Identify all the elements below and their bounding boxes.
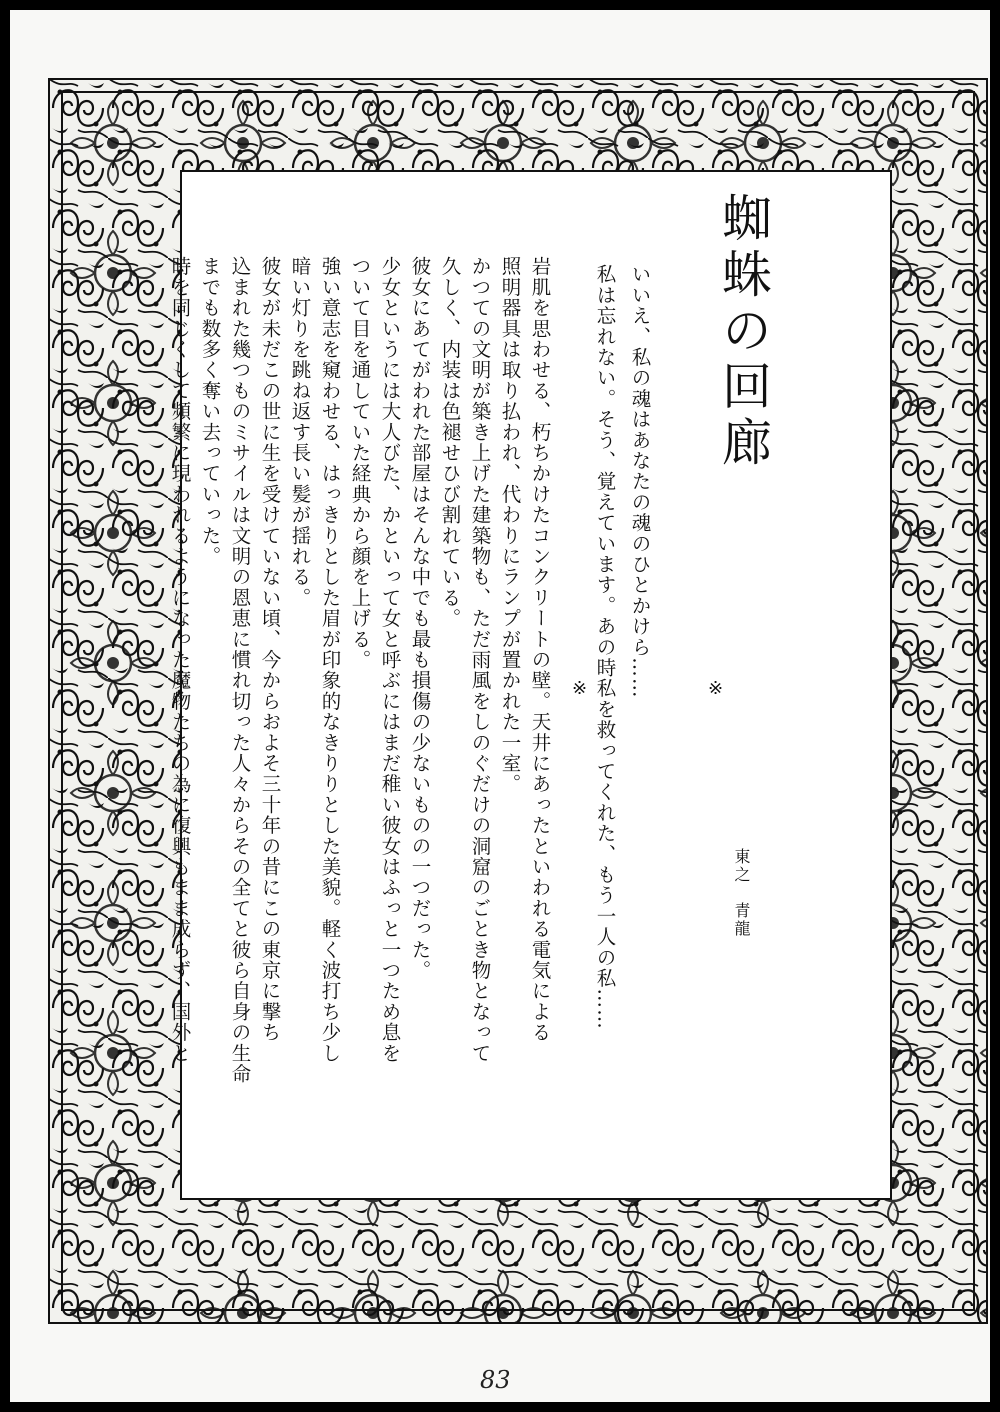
body-line-10: 彼女が未だこの世に生を受けていない頃、今からおよそ三十年の昔にこの東京に撃ち — [258, 256, 282, 1043]
body-line-13: 時を同じくして頻繁に現われるようになった魔物たちの為に復興もまま成らず、国外と — [168, 256, 192, 1064]
body-line-6: 少女というには大人びた、かといって女と呼ぶにはまだ稚い彼女はふっと一つため息を — [378, 256, 402, 1064]
story-title: 蜘蛛の回廊 — [714, 192, 772, 472]
body-line-5: 彼女にあてがわれた部屋はそんな中でも最も損傷の少ないものの一つだった。 — [408, 256, 432, 981]
page — [10, 10, 990, 1402]
body-line-2: 照明器具は取り払われ、代わりにランプが置かれた一室。 — [498, 256, 522, 795]
body-line-11: 込まれた幾つものミサイルは文明の恩恵に慣れ切った人々からその全てと彼ら自身の生命 — [228, 256, 252, 1084]
body-line-3: かつての文明が築き上げた建築物も、ただ雨風をしのぐだけの洞窟のごとき物となって — [468, 256, 492, 1064]
section-mark-top: ※ — [705, 678, 726, 699]
body-line-12: までも数多く奪い去っていった。 — [198, 256, 222, 567]
body-line-9: 暗い灯りを跳ね返す長い髪が揺れる。 — [288, 256, 312, 608]
body-line-7: ついて目を通していた経典から顔を上げる。 — [348, 256, 372, 670]
section-mark-body: ※ — [569, 678, 590, 699]
prologue-line-1: いいえ、私の魂はあなたの魂のひとかけら…… — [628, 264, 652, 699]
body-line-1: 岩肌を思わせる、朽ちかけたコンクリートの壁。天井にあったといわれる電気による — [528, 256, 552, 1043]
body-line-8: 強い意志を窺わせる、はっきりとした眉が印象的なきりりとした美貌。軽く波打ち少し — [318, 256, 342, 1064]
page-number: 83 — [480, 1366, 511, 1394]
prologue-line-2: 私は忘れない。そう、覚えています。あの時私を救ってくれた、もう一人の私…… — [593, 264, 617, 1030]
body-line-4: 久しく、内装は色褪せひび割れている。 — [438, 256, 462, 629]
author-name: 東之 青龍 — [732, 848, 751, 938]
